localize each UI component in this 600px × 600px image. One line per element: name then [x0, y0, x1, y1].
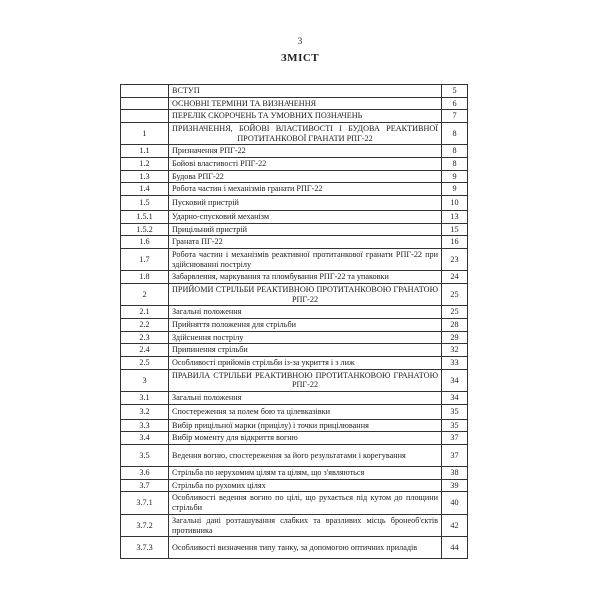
- toc-section-title: Пусковий пристрій: [169, 196, 442, 211]
- toc-section-number: 3.7.1: [121, 492, 169, 514]
- toc-row: [121, 369, 468, 391]
- toc-section-title: Особливості ведення вогню по цілі, що рухається під кутом до площини стрільби: [169, 492, 442, 514]
- toc-section-number: 2.3: [121, 331, 169, 344]
- toc-section-number: 2.4: [121, 344, 169, 357]
- page-number: 3: [297, 36, 303, 46]
- toc-page-number: 9: [442, 183, 468, 196]
- toc-section-number: 1.4: [121, 183, 169, 196]
- toc-section-number: 1.6: [121, 236, 169, 249]
- toc-section-number: [121, 85, 169, 98]
- toc-section-number: 2.5: [121, 357, 169, 370]
- toc-page-number: 32: [442, 344, 468, 357]
- toc-row: [121, 514, 468, 536]
- toc-page-number: 28: [442, 319, 468, 332]
- toc-row: [121, 445, 468, 467]
- toc-row: [121, 223, 468, 236]
- toc-section-title: Вибір прицільної марки (прицілу) і точки прицілювання: [169, 419, 442, 432]
- toc-section-number: 3.4: [121, 432, 169, 445]
- toc-section-title: ОСНОВНІ ТЕРМІНИ ТА ВИЗНАЧЕННЯ: [169, 97, 442, 110]
- toc-page-number: 35: [442, 419, 468, 432]
- toc-row: [121, 85, 468, 98]
- toc-page-number: 6: [442, 97, 468, 110]
- toc-row: [121, 211, 468, 224]
- toc-section-number: 1.3: [121, 170, 169, 183]
- toc-page-number: 25: [442, 306, 468, 319]
- toc-page-number: 9: [442, 170, 468, 183]
- toc-section-number: 1.7: [121, 249, 169, 271]
- toc-row: [121, 145, 468, 158]
- toc-section-title: ПРИЗНАЧЕННЯ, БОЙОВІ ВЛАСТИВОСТІ І БУДОВА РЕАКТИВНОЇ ПРОТИТАНКОВОЇ ГРАНАТИ РПГ-22: [169, 123, 442, 145]
- toc-section-number: 1.8: [121, 271, 169, 284]
- toc-section-title: ПРАВИЛА СТРІЛЬБИ РЕАКТИВНОЮ ПРОТИТАНКОВОЮ ГРАНАТОЮ РПГ-22: [169, 369, 442, 391]
- toc-section-title: Ведення вогню, спостереження за його результатами і корегування: [169, 445, 442, 467]
- toc-page-number: 8: [442, 145, 468, 158]
- toc-section-number: [121, 110, 169, 123]
- toc-section-number: 3.7.3: [121, 537, 169, 559]
- toc-row: [121, 306, 468, 319]
- toc-section-number: 2.2: [121, 319, 169, 332]
- toc-page-number: 34: [442, 369, 468, 391]
- toc-section-title: Призначення РПГ-22: [169, 145, 442, 158]
- toc-section-title: Особливості прийомів стрільби із-за укриття і з лиж: [169, 357, 442, 370]
- toc-row: [121, 404, 468, 419]
- toc-row: [121, 158, 468, 171]
- toc-section-title: Здійснення пострілу: [169, 331, 442, 344]
- toc-row: [121, 319, 468, 332]
- toc-page-number: 33: [442, 357, 468, 370]
- toc-row: [121, 183, 468, 196]
- toc-section-title: Забарвлення, маркування та пломбування РПГ-22 та упаковки: [169, 271, 442, 284]
- toc-row: [121, 357, 468, 370]
- toc-section-number: 3: [121, 369, 169, 391]
- toc-page-number: 5: [442, 85, 468, 98]
- toc-section-title: Граната ПГ-22: [169, 236, 442, 249]
- toc-section-number: 2: [121, 284, 169, 306]
- table-of-contents: [120, 84, 468, 559]
- toc-section-number: 2.1: [121, 306, 169, 319]
- toc-section-title: Спостереження за полем бою та цілевказівки: [169, 404, 442, 419]
- toc-section-number: [121, 97, 169, 110]
- toc-page-number: 29: [442, 331, 468, 344]
- toc-section-number: 1.5: [121, 196, 169, 211]
- toc-page-number: 16: [442, 236, 468, 249]
- toc-row: [121, 392, 468, 405]
- page-title: ЗМІСТ: [280, 52, 320, 64]
- toc-page-number: 7: [442, 110, 468, 123]
- toc-section-title: Стрільба по нерухомим цілям та цілям, що з'являються: [169, 467, 442, 480]
- toc-page-number: 13: [442, 211, 468, 224]
- toc-section-title: Особливості визначення типу танку, за допомогою оптичних приладів: [169, 537, 442, 559]
- toc-row: [121, 110, 468, 123]
- toc-row: [121, 344, 468, 357]
- toc-row: [121, 284, 468, 306]
- toc-section-number: 3.7.2: [121, 514, 169, 536]
- toc-section-number: 3.2: [121, 404, 169, 419]
- toc-row: [121, 467, 468, 480]
- toc-page-number: 15: [442, 223, 468, 236]
- toc-section-number: 3.3: [121, 419, 169, 432]
- toc-page-number: 37: [442, 432, 468, 445]
- toc-section-title: Загальні положення: [169, 306, 442, 319]
- toc-section-title: Загальні положення: [169, 392, 442, 405]
- toc-section-title: Бойові властивості РПГ-22: [169, 158, 442, 171]
- toc-row: [121, 331, 468, 344]
- toc-section-number: 3.5: [121, 445, 169, 467]
- toc-section-number: 3.6: [121, 467, 169, 480]
- toc-row: [121, 123, 468, 145]
- toc-row: [121, 419, 468, 432]
- toc-row: [121, 537, 468, 559]
- toc-section-title: Прийняття положення для стрільби: [169, 319, 442, 332]
- toc-body: [121, 85, 468, 559]
- toc-page-number: 24: [442, 271, 468, 284]
- toc-page-number: 8: [442, 158, 468, 171]
- toc-section-title: Припинення стрільби: [169, 344, 442, 357]
- toc-section-title: Робота частин і механізмів гранати РПГ-22: [169, 183, 442, 196]
- toc-section-title: ПРИЙОМИ СТРІЛЬБИ РЕАКТИВНОЮ ПРОТИТАНКОВОЮ ГРАНАТОЮ РПГ-22: [169, 284, 442, 306]
- toc-section-title: Стрільба по рухомих цілях: [169, 479, 442, 492]
- toc-row: [121, 492, 468, 514]
- toc-section-title: Загальні дані розташування слабких та вразливих місць бронеоб'єктів противника: [169, 514, 442, 536]
- toc-section-number: 1: [121, 123, 169, 145]
- toc-row: [121, 271, 468, 284]
- toc-page-number: 34: [442, 392, 468, 405]
- toc-section-title: ВСТУП: [169, 85, 442, 98]
- toc-row: [121, 97, 468, 110]
- toc-page-number: 25: [442, 284, 468, 306]
- toc-row: [121, 196, 468, 211]
- toc-section-title: ПЕРЕЛІК СКОРОЧЕНЬ ТА УМОВНИХ ПОЗНАЧЕНЬ: [169, 110, 442, 123]
- toc-row: [121, 479, 468, 492]
- toc-page-number: 37: [442, 445, 468, 467]
- toc-section-title: Ударно-спусковий механізм: [169, 211, 442, 224]
- toc-page-number: 44: [442, 537, 468, 559]
- toc-row: [121, 432, 468, 445]
- toc-section-title: Будова РПГ-22: [169, 170, 442, 183]
- toc-page-number: 35: [442, 404, 468, 419]
- toc-section-number: 1.2: [121, 158, 169, 171]
- toc-row: [121, 236, 468, 249]
- toc-page-number: 39: [442, 479, 468, 492]
- toc-section-title: Робота частин і механізмів реактивної протитанкової гранати РПГ-22 при здійснюванні пострілу: [169, 249, 442, 271]
- toc-row: [121, 249, 468, 271]
- toc-section-number: 1.5.2: [121, 223, 169, 236]
- toc-section-title: Прицільний пристрій: [169, 223, 442, 236]
- toc-page-number: 42: [442, 514, 468, 536]
- toc-row: [121, 170, 468, 183]
- toc-page-number: 40: [442, 492, 468, 514]
- toc-section-number: 1.1: [121, 145, 169, 158]
- toc-page-number: 38: [442, 467, 468, 480]
- toc-section-title: Вибір моменту для відкриття вогню: [169, 432, 442, 445]
- toc-section-number: 3.7: [121, 479, 169, 492]
- toc-section-number: 3.1: [121, 392, 169, 405]
- toc-page-number: 8: [442, 123, 468, 145]
- toc-page-number: 10: [442, 196, 468, 211]
- toc-section-number: 1.5.1: [121, 211, 169, 224]
- toc-page-number: 23: [442, 249, 468, 271]
